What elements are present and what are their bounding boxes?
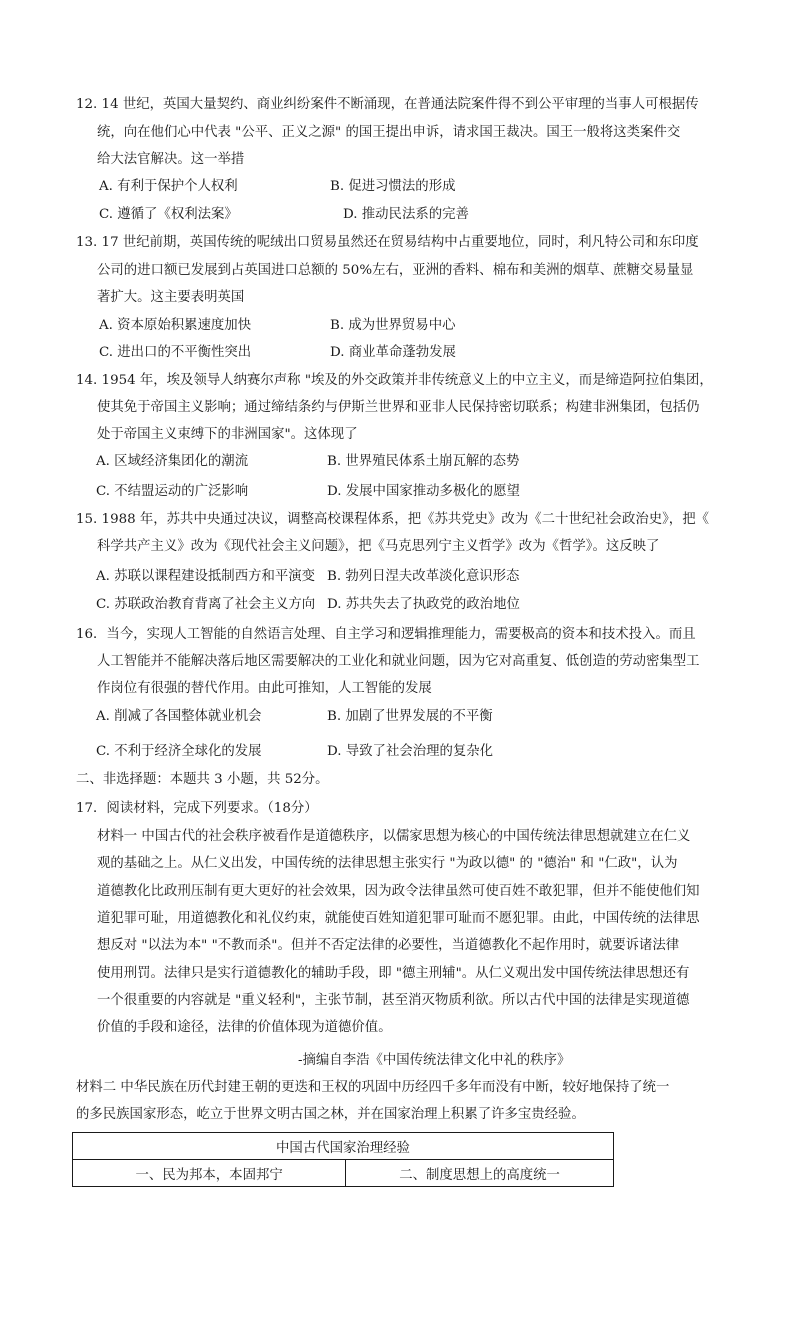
q13-option-a: A. 资本原始积累速度加快 [99, 318, 252, 333]
material1-line: 道犯罪可耻，用道德教化和礼仪约束，就能使百姓知道犯罪可耻而不愿犯罪。由此，中国传统的法律思 [97, 911, 700, 926]
section-heading: 二、非选择题：本题共 3 小题，共 52分。 [76, 772, 329, 787]
q16-line3: 作岗位有很强的替代作用。由此可推知，人工智能的发展 [97, 681, 432, 696]
material1-line: 使用刑罚。法律只是实行道德教化的辅助手段，即 "德主刑辅"。从仁义观出发中国传统法律思想还有 [97, 966, 690, 981]
q12-option-d: D. 推动民法系的完善 [343, 207, 469, 222]
q14-line3: 处于帝国主义束缚下的非洲国家"。这体现了 [97, 427, 358, 442]
q13-line3: 著扩大。这主要表明英国 [97, 290, 245, 305]
q14-line1: 14. 1954 年，埃及领导人纳赛尔声称 "埃及的外交政策并非传统意义上的中立主义，而是缔造阿拉伯集团， [76, 373, 713, 388]
q17-heading: 17．阅读材料，完成下列要求。（18分） [76, 801, 318, 816]
material1-source: -摘编自李浩《中国传统法律文化中礼的秩序》 [298, 1053, 571, 1068]
q13-option-c: C. 进出口的不平衡性突出 [99, 345, 252, 360]
q15-option-a: A. 苏联以课程建设抵制西方和平演变 [96, 569, 316, 584]
q12-option-c: C. 遵循了《权利法案》 [99, 207, 238, 222]
material2-line: 的多民族国家形态，屹立于世界文明古国之林，并在国家治理上积累了许多宝贵经验。 [76, 1107, 585, 1122]
table-cell: 二、制度思想上的高度统一 [346, 1160, 614, 1187]
q15-line2: 科学共产主义》改为《现代社会主义问题》，把《马克思列宁主义哲学》改为《哲学》。这反映了 [97, 539, 660, 554]
q13-line1: 13. 17 世纪前期，英国传统的呢绒出口贸易虽然还在贸易结构中占重要地位，同时，利凡特公司和东印度 [76, 235, 699, 250]
material2-line: 材料二 中华民族在历代封建王朝的更迭和王权的巩固中历经四千多年而没有中断，较好地保持了统一 [76, 1080, 670, 1095]
table-title: 中国古代国家治理经验 [73, 1133, 614, 1160]
q14-line2: 使其免于帝国主义影响；通过缔结条约与伊斯兰世界和亚非人民保持密切联系；构建非洲集团，包括仍 [97, 400, 700, 415]
q14-option-a: A. 区域经济集团化的潮流 [96, 454, 249, 469]
q14-option-d: D. 发展中国家推动多极化的愿望 [327, 484, 520, 499]
material1-line: 价值的手段和途径，法律的价值体现为道德价值。 [97, 1020, 392, 1035]
q13-option-b: B. 成为世界贸易中心 [330, 318, 456, 333]
material1-line: 观的基础之上。从仁义出发，中国传统的法律思想主张实行 "为政以德" 的 "德治" 和 "仁政"，认为 [97, 856, 678, 871]
material1-line: 一个很重要的内容就是 "重义轻利"，主张节制，甚至消灭物质利欲。所以古代中国的法律是实现道德 [97, 993, 690, 1008]
q12-line2: 统，向在他们心中代表 "公平、正义之源" 的国王提出申诉，请求国王裁决。国王一般将这类案件交 [97, 125, 681, 140]
table-cell: 一、民为邦本，本固邦宁 [73, 1160, 346, 1187]
table-row [73, 1133, 614, 1160]
material1-line: 道德教化比政刑压制有更大更好的社会效果，因为政令法律虽然可使百姓不敢犯罪，但并不能使他们知 [97, 884, 700, 899]
table-row [73, 1160, 614, 1187]
q14-option-c: C. 不结盟运动的广泛影响 [96, 484, 249, 499]
q13-option-d: D. 商业革命蓬勃发展 [330, 345, 456, 360]
q15-line1: 15. 1988 年，苏共中央通过决议，调整高校课程体系，把《苏共党史》改为《二十世纪社会政治史》，把《 [76, 512, 709, 527]
q12-line3: 给大法官解决。这一举措 [97, 152, 245, 167]
q12-line1: 12. 14 世纪，英国大量契约、商业纠纷案件不断涌现，在普通法院案件得不到公平审理的当事人可根据传 [76, 97, 699, 112]
governance-table [72, 1132, 614, 1187]
material1-line: 想反对 "以法为本" "不教而杀"。但并不否定法律的必要性，当道德教化不起作用时，就要诉诸法律 [97, 938, 680, 953]
q15-option-b: B. 勃列日涅夫改革淡化意识形态 [327, 569, 520, 584]
q13-line2: 公司的进口额已发展到占英国进口总额的 50%左右，亚洲的香料、棉布和美洲的烟草、蔗糖交易量显 [97, 263, 694, 278]
material1-line: 材料一 中国古代的社会秩序被看作是道德秩序，以儒家思想为核心的中国传统法律思想就建立在仁义 [97, 829, 691, 844]
q12-option-a: A. 有利于保护个人权利 [99, 179, 238, 194]
q14-option-b: B. 世界殖民体系土崩瓦解的态势 [327, 454, 520, 469]
q16-line2: 人工智能并不能解决落后地区需要解决的工业化和就业问题，因为它对高重复、低创造的劳动密集型工 [97, 654, 700, 669]
q15-option-d: D. 苏共失去了执政党的政治地位 [327, 597, 520, 612]
q16-line1: 16．当今，实现人工智能的自然语言处理、自主学习和逻辑推理能力，需要极高的资本和技术投入。而且 [76, 627, 696, 642]
q16-option-d: D. 导致了社会治理的复杂化 [327, 744, 494, 759]
q16-option-b: B. 加剧了世界发展的不平衡 [327, 709, 493, 724]
q15-option-c: C. 苏联政治教育背离了社会主义方向 [96, 597, 316, 612]
q16-option-c: C. 不利于经济全球化的发展 [96, 744, 262, 759]
q12-option-b: B. 促进习惯法的形成 [330, 179, 456, 194]
q16-option-a: A. 削减了各国整体就业机会 [96, 709, 262, 724]
